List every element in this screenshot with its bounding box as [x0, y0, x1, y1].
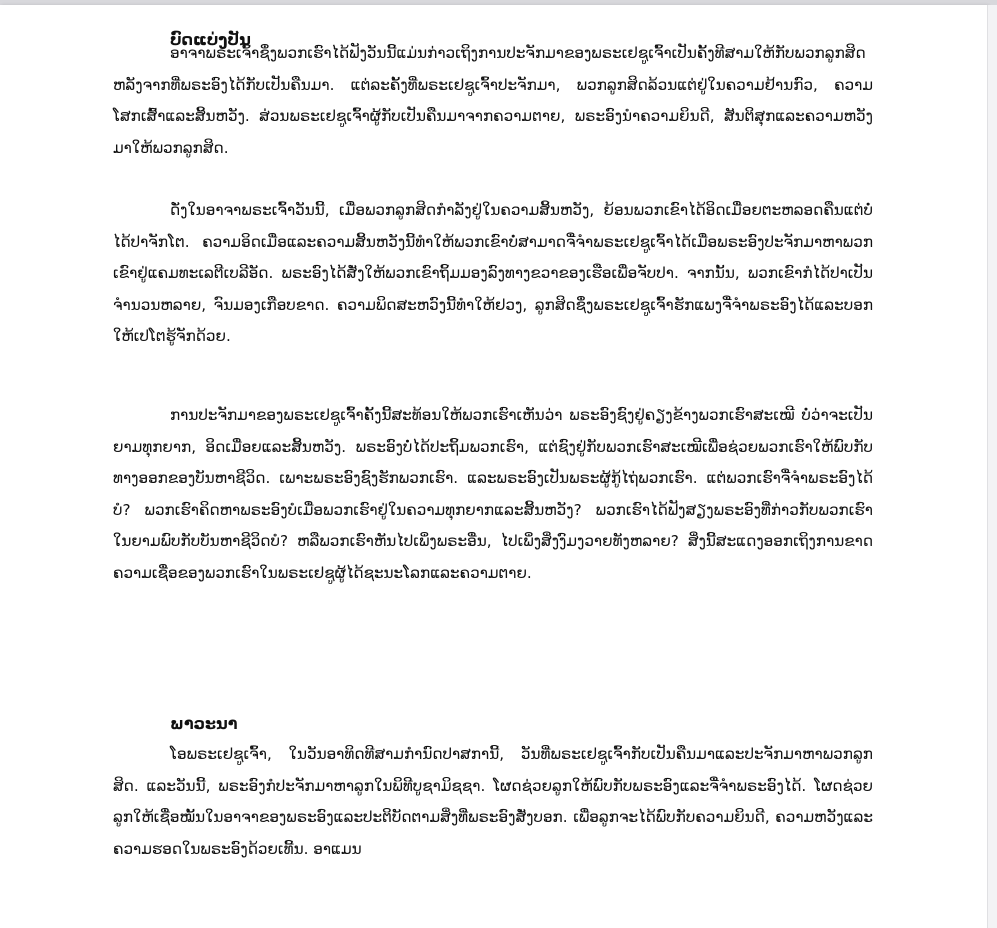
reflection-paragraph-3: ການປະຈັກມາຂອງພຣະເຢຊູເຈົ້າຄັ້ງນີ້ສະທ້ອນໃຫ້ພວກເຮົາເຫັນວ່າ ພຣະອົງຊົງຢູ່ຄຽງຂ້າງພວກເຮົາສະເໝີ ບໍ່ວ່າຈະເປັນຍາມທຸກຍາກ, ອິດເມື່ອຍແລະສິ້ນຫວັງ. ພຣະອົງບໍ່ໄດ້ປະຖິ້ມພວກເຮົາ, ແຕ່ຊົງຢູ່ກັບພວກເຮົາສະເໝີເພື່ອຊ່ວຍພວກເຮົາໃຫ້ພົບກັບທາງອອກຂອງບັນຫາຊີວິດ. ເພາະພຣະອົງຊົງຮັກພວກເຮົາ. ແລະພຣະອົງເປັນພຣະຜູ້ກູ້ໄຖ່ພວກເຮົາ. ແຕ່ພວກເຮົາຈື່ຈຳພຣະອົງໄດ້ບໍ? ພວກເຮົາຄິດຫາພຣະອົງບໍເມື່ອພວກເຮົາຢູ່ໃນຄວາມທຸກຍາກແລະສິ້ນຫວັງ? ພວກເຮົາໄດ້ຟັງສຽງພຣະອົງທີ່ກ່າວກັບພວກເຮົາໃນຍາມພົບກັບບັນຫາຊີວິດບໍ? ຫລືພວກເຮົາຫັນໄປເພິ່ງພຣະອື່ນ, ໄປເພິ່ງສິ່ງງົມງວາຍທັງຫລາຍ? ສິ່ງນີ້ສະແດງອອກເຖິງການຂາດຄວາມເຊື່ອຂອງພວກເຮົາໃນພຣະເຢຊູຜູ້ໄດ້ຊະນະໂລກແລະຄວາມຕາຍ. [113, 406, 873, 582]
reflection-paragraph-2: ດັ່ງໃນອາຈາພຣະເຈົ້າວັນນີ້, ເມື່ອພວກລູກສິດກຳລັງຢູ່ໃນຄວາມສິ້ນຫວັງ, ຍ້ອນພວກເຂົາໄດ້ອິດເມື່ອຍຕະຫລອດຄືນແຕ່ບໍ່ໄດ້ປາຈັກໂຕ. ຄວາມອິດເມື່ອແລະຄວາມສິ້ນຫວັງນີ້ທຳໃຫ້ພວກເຂົາບໍ່ສາມາດຈື່ຈຳພຣະເຢຊູເຈົ້າໄດ້ເມື່ອພຣະອົງປະຈັກມາຫາພວກເຂົາຢູ່ແຄມທະເລຕີເບລີອັດ. ພຣະອົງໄດ້ສັ່ງໃຫ້ພວກເຂົາຖິ້ມມອງລົງທາງຂວາຂອງເຮືອເພື່ອຈັບປາ. ຈາກນັ້ນ, ພວກເຂົາກໍໄດ້ປາເປັນຈຳນວນຫລາຍ, ຈົນມອງເກືອບຂາດ. ຄວາມພິດສະຫວົງນີ້ທຳໃຫ້ຢວງ, ລູກສິດຊຶ່ງພຣະເຢຊູເຈົ້າຮັກແພງຈື່ຈຳພຣະອົງໄດ້ແລະບອກໃຫ້ເປໂຕຮູ້ຈັກດ້ວຍ. [113, 201, 873, 345]
prayer-paragraph: ໂອພຣະເຢຊູເຈົ້າ, ໃນວັນອາທິດທີສາມກຳນົດປາສການີ້, ວັນທີ່ພຣະເຢຊູເຈົ້າກັບເປັນຄືນມາແລະປະຈັກມາຫາພວກລູກສິດ. ແລະວັນນີ້, ພຣະອົງກໍປະຈັກມາຫາລູກໃນພິທີບູຊາມິຊຊາ. ໂຜດຊ່ວຍລູກໃຫ້ພົບກັບພຣະອົງແລະຈື່ຈຳພຣະອົງໄດ້. ໂຜດຊ່ວຍລູກໃຫ້ເຊື່ອໝັ້ນໃນອາຈາຂອງພຣະອົງແລະປະຕິບັດຕາມສິ່ງທີ່ພຣະອົງສັ່ງບອກ. ເພື່ອລູກຈະໄດ້ພົບກັບຄວາມຍິນດີ, ຄວາມຫວັງແລະຄວາມຮອດໃນພຣະອົງດ້ວຍເທີ້ນ. ອາແມນ [113, 745, 873, 858]
prayer-heading: ພາວະນາ [170, 714, 238, 733]
document-page [0, 5, 988, 928]
reflection-heading: ບົດແບ່ງປັນ [170, 30, 251, 49]
reflection-paragraph-1: ອາຈາພຣະເຈົ້າຊຶ່ງພວກເຮົາໄດ້ຟັງວັນນີ້ແມ່ນກ່າວເຖິງການປະຈັກມາຂອງພຣະເຢຊູເຈົ້າເປັນຄັ້ງທີສາມໃຫ້ກັບພວກລູກສິດ ຫລັງຈາກທີ່ພຣະອົງໄດ້ກັບເປັນຄືນມາ. ແຕ່ລະຄັ້ງທີ່ພຣະເຢຊູເຈົ້າປະຈັກມາ, ພວກລູກສິດລ້ວນແຕ່ຢູ່ໃນຄວາມຢ້ານກົວ, ຄວາມໂສກເສົ້າແລະສິ້ນຫວັງ. ສ່ວນພຣະເຢຊູເຈົ້າຜູ້ກັບເປັນຄືນມາຈາກຄວາມຕາຍ, ພຣະອົງນຳຄວາມຍິນດີ, ສັນຕິສຸກແລະຄວາມຫວັງມາໃຫ້ພວກລູກສິດ. [113, 44, 873, 157]
vertical-scrollbar[interactable] [987, 5, 997, 928]
